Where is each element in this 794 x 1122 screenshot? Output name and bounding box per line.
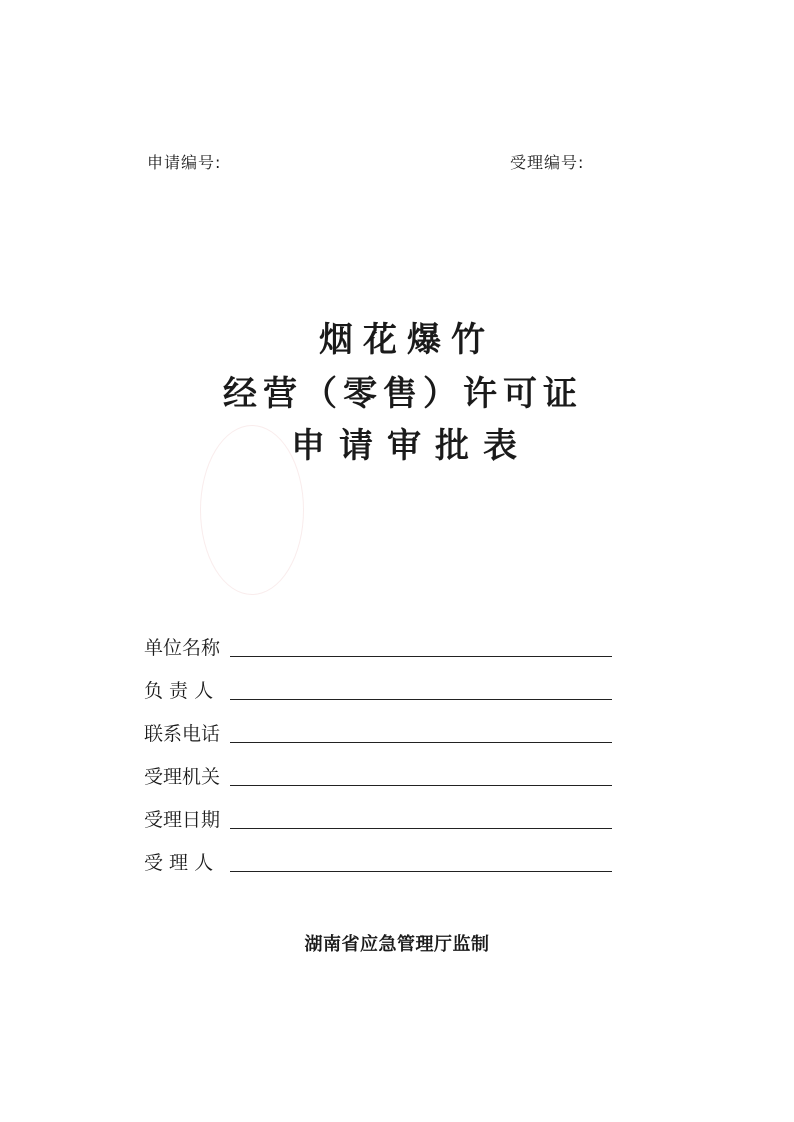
field-label-contact-phone: 联系电话 — [144, 723, 221, 745]
field-unit-name — [144, 630, 612, 660]
field-line-accepted-by[interactable] — [230, 871, 612, 872]
field-accepting-authority — [144, 759, 612, 789]
title-line-1: 烟花爆竹 — [319, 320, 495, 360]
field-line-responsible-person[interactable] — [230, 699, 612, 700]
issuer-text: 湖南省应急管理厅监制 — [304, 934, 490, 955]
field-label-responsible-person: 负 责 人 — [144, 680, 214, 702]
title-line-3: 申请审批表 — [291, 426, 531, 466]
field-line-unit-name[interactable] — [230, 656, 612, 657]
field-accepted-by — [144, 845, 612, 875]
field-label-accepting-authority: 受理机关 — [144, 766, 221, 788]
field-contact-phone — [144, 716, 612, 746]
acceptance-number-label: 受理编号: — [510, 153, 585, 172]
field-label-accepted-by: 受 理 人 — [144, 852, 214, 874]
field-label-acceptance-date: 受理日期 — [144, 809, 221, 831]
title-line-2: 经营（零售）许可证 — [223, 374, 583, 414]
field-acceptance-date — [144, 802, 612, 832]
field-line-contact-phone[interactable] — [230, 742, 612, 743]
field-responsible-person — [144, 673, 612, 703]
application-number-label: 申请编号: — [147, 153, 222, 172]
field-line-acceptance-date[interactable] — [230, 828, 612, 829]
field-line-accepting-authority[interactable] — [230, 785, 612, 786]
field-label-unit-name: 单位名称 — [144, 637, 221, 659]
